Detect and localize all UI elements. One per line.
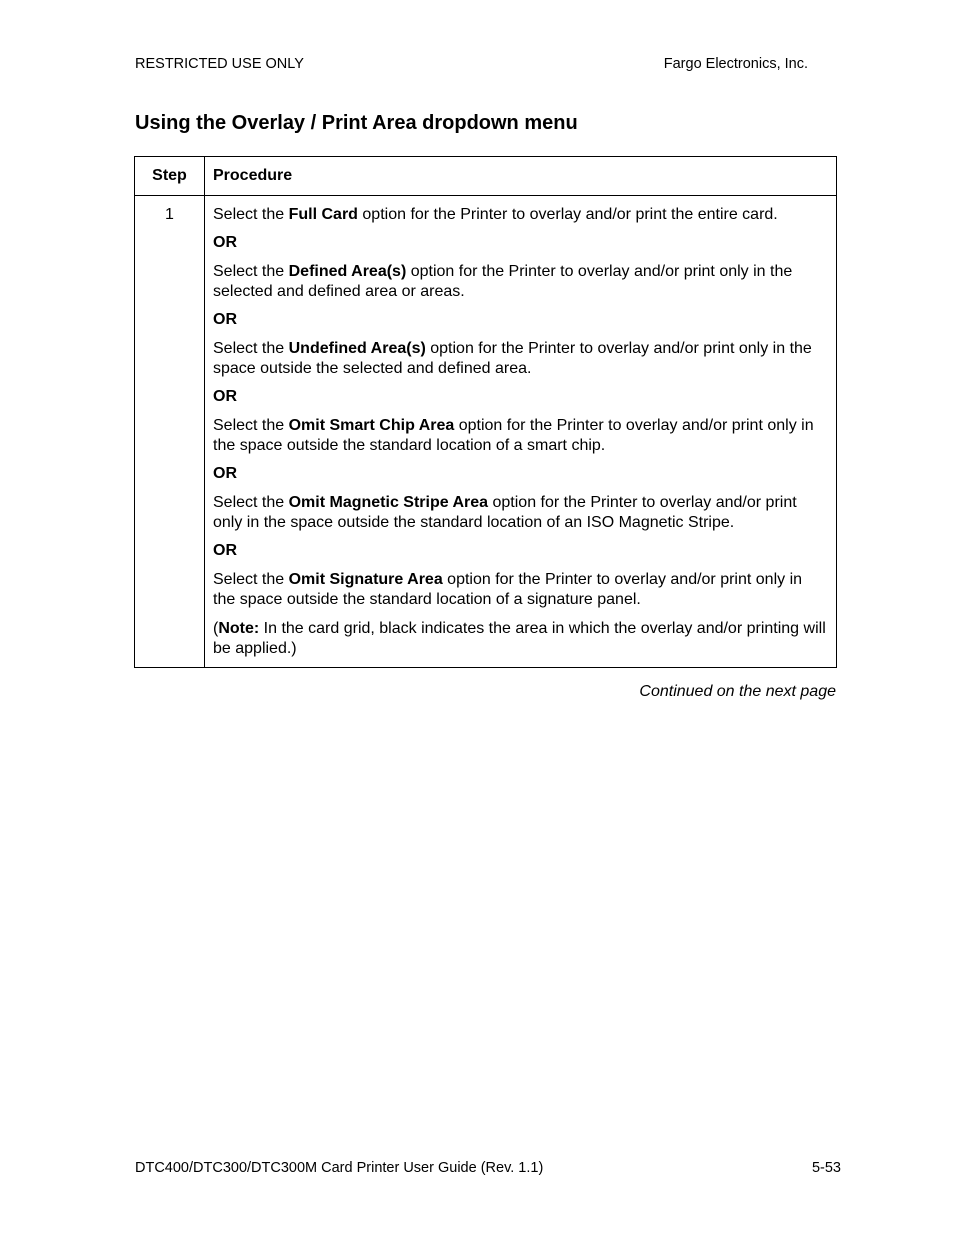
header-company-label: Fargo Electronics, Inc. <box>663 56 808 72</box>
page-title: Using the Overlay / Print Area dropdown menu <box>135 112 578 134</box>
option-omit-smart-chip <box>213 416 828 456</box>
option-description: option for the Printer to overlay and/or print only in the selected and defined area or areas. <box>213 263 793 300</box>
column-header-procedure: Procedure <box>205 157 837 196</box>
option-name: Omit Signature Area <box>288 571 443 588</box>
option-prefix: Select the <box>213 417 289 434</box>
step-number: 1 <box>135 196 205 668</box>
footer-page-number: 5-53 <box>811 1160 841 1176</box>
or-separator: OR <box>213 388 237 405</box>
option-prefix: Select the <box>213 571 289 588</box>
or-separator: OR <box>213 465 237 482</box>
option-description: option for the Printer to overlay and/or print only in the space outside the standard location of a signature panel. <box>213 571 803 608</box>
option-prefix: Select the <box>213 340 289 357</box>
option-prefix: Select the <box>213 494 289 511</box>
note-open-paren: ( <box>213 620 219 637</box>
note-body: In the card grid, black indicates the area in which the overlay and/or printing will be applied.) <box>213 620 826 657</box>
option-name: Omit Smart Chip Area <box>288 417 455 434</box>
option-name: Undefined Area(s) <box>288 340 426 357</box>
option-description: option for the Printer to overlay and/or print only in the space outside the selected and defined area. <box>213 340 812 377</box>
or-separator: OR <box>213 234 237 251</box>
column-header-step: Step <box>135 157 205 196</box>
or-separator: OR <box>213 311 237 328</box>
procedure-table <box>134 156 837 668</box>
option-full-card <box>213 205 828 225</box>
option-defined-areas <box>213 262 828 302</box>
option-omit-signature <box>213 570 828 610</box>
table-row <box>135 196 837 668</box>
option-undefined-areas <box>213 339 828 379</box>
note-text <box>213 619 828 659</box>
table-header-row <box>135 157 837 196</box>
footer-guide-title: DTC400/DTC300/DTC300M Card Printer User Guide (Rev. 1.1) <box>135 1160 544 1176</box>
option-prefix: Select the <box>213 206 289 223</box>
or-separator: OR <box>213 542 237 559</box>
header-restricted-label: RESTRICTED USE ONLY <box>135 56 304 72</box>
option-name: Omit Magnetic Stripe Area <box>288 494 489 511</box>
option-description: option for the Printer to overlay and/or print only in the space outside the standard location of an ISO Magnetic Stripe. <box>213 494 797 531</box>
procedure-cell <box>205 196 837 668</box>
option-name: Defined Area(s) <box>288 263 407 280</box>
note-label: Note: <box>218 620 260 637</box>
option-description: option for the Printer to overlay and/or print the entire card. <box>357 206 778 223</box>
option-prefix: Select the <box>213 263 289 280</box>
continued-notice: Continued on the next page <box>639 683 836 700</box>
option-description: option for the Printer to overlay and/or print only in the space outside the standard location of a smart chip. <box>213 417 814 454</box>
option-omit-magnetic-stripe <box>213 493 828 533</box>
option-name: Full Card <box>288 206 358 223</box>
